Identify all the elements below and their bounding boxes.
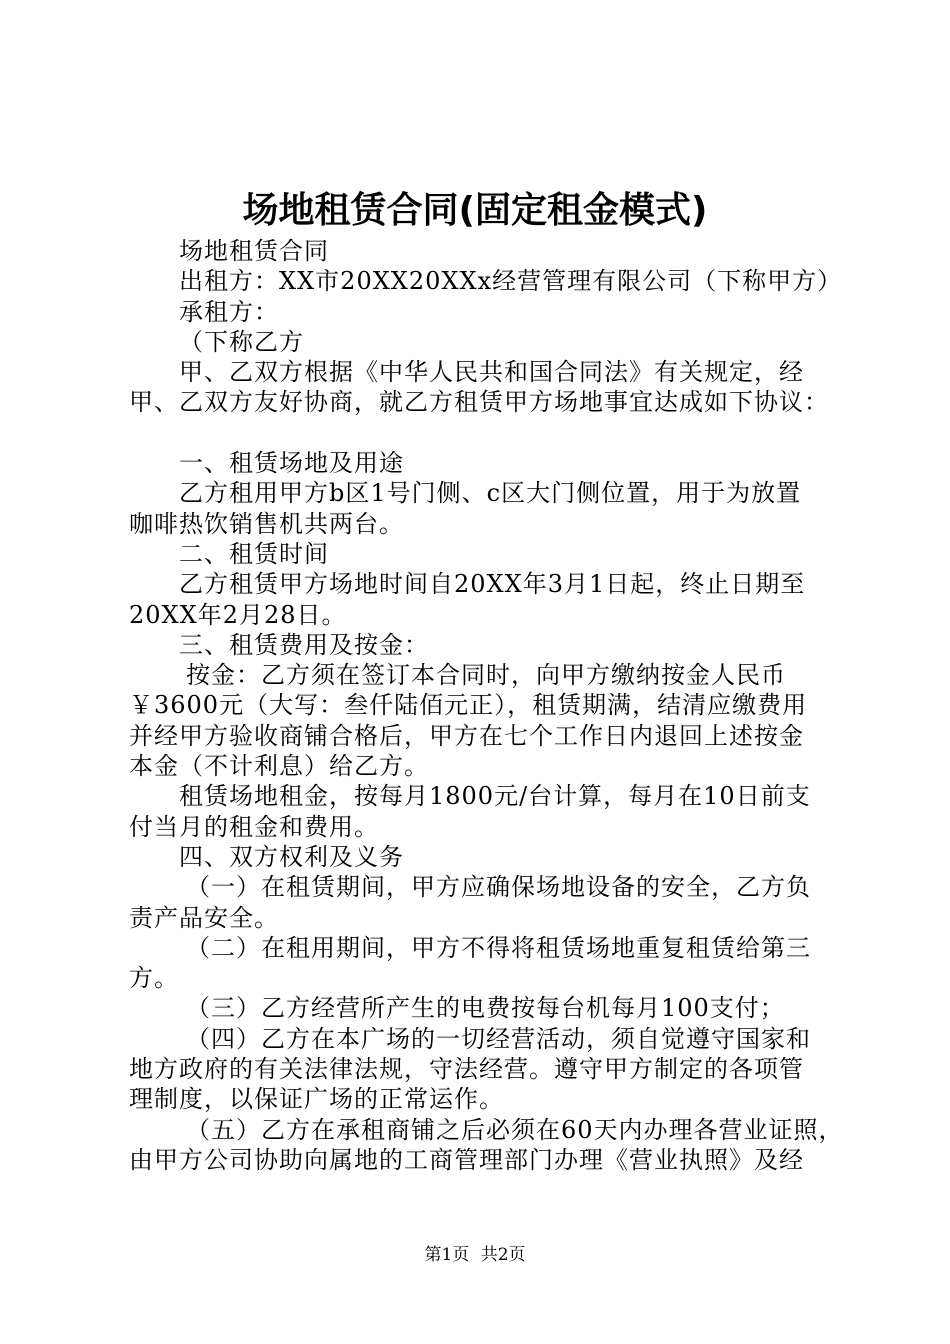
section-heading: 三、租赁费用及按金： bbox=[179, 630, 429, 659]
paragraph-line: 咖啡热饮销售机共两台。 bbox=[129, 509, 404, 538]
paragraph-line: （下称乙方 bbox=[179, 327, 304, 356]
document-body bbox=[129, 236, 844, 1175]
paragraph-line: 方。 bbox=[129, 964, 179, 993]
paragraph-line: 租赁场地租金，按每月1800元/台计算，每月在10日前支 bbox=[179, 782, 811, 811]
paragraph-line: 20XX年2月28日。 bbox=[129, 600, 347, 629]
page-total: 共2页 bbox=[480, 1245, 526, 1265]
paragraph-line: 场地租赁合同 bbox=[179, 237, 329, 265]
paragraph-line: 理制度，以保证广场的正常运作。 bbox=[129, 1085, 504, 1114]
paragraph-line: 付当月的租金和费用。 bbox=[129, 812, 379, 841]
paragraph-line: 地方政府的有关法律法规，守法经营。遵守甲方制定的各项管 bbox=[129, 1055, 804, 1084]
section-heading: 一、租赁场地及用途 bbox=[179, 449, 404, 478]
paragraph-line: ￥3600元（大写：叁仟陆佰元正），租赁期满，结清应缴费用 bbox=[129, 691, 808, 720]
paragraph-line: （二）在租用期间，甲方不得将租赁场地重复租赁给第三 bbox=[186, 933, 811, 962]
paragraph-line: （三）乙方经营所产生的电费按每台机每月100支付； bbox=[186, 994, 785, 1023]
paragraph-line: （四）乙方在本广场的一切经营活动，须自觉遵守国家和 bbox=[186, 1024, 811, 1053]
paragraph-line: 按金：乙方须在签订本合同时，向甲方缴纳按金人民币 bbox=[186, 661, 786, 690]
paragraph-line: 承租方： bbox=[179, 297, 279, 326]
document-title: 场地租赁合同(固定租金模式) bbox=[242, 190, 708, 231]
paragraph-line: 出租方：XX市20XX20XXx经营管理有限公司（下称甲方） bbox=[179, 267, 843, 296]
blank-line bbox=[129, 418, 834, 448]
page-footer bbox=[0, 1243, 950, 1267]
paragraph-line: 并经甲方验收商铺合格后，甲方在七个工作日内退回上述按金 bbox=[129, 721, 804, 750]
paragraph-line: 乙方租赁甲方场地时间自20XX年3月1日起，终止日期至 bbox=[179, 570, 806, 599]
paragraph-line: 由甲方公司协助向属地的工商管理部门办理《营业执照》及经 bbox=[129, 1145, 804, 1174]
paragraph-line: 本金（不计利息）给乙方。 bbox=[129, 752, 429, 781]
paragraph-line: （五）乙方在承租商铺之后必须在60天内办理各营业证照， bbox=[186, 1115, 844, 1144]
paragraph-line: 甲、乙双方根据《中华人民共和国合同法》有关规定，经 bbox=[179, 358, 804, 387]
section-heading: 二、租赁时间 bbox=[179, 539, 329, 568]
paragraph-line: （一）在租赁期间，甲方应确保场地设备的安全，乙方负 bbox=[186, 873, 811, 902]
page-number: 第1页 bbox=[424, 1245, 470, 1265]
paragraph-line: 乙方租用甲方b区1号门侧、c区大门侧位置，用于为放置 bbox=[179, 479, 802, 508]
paragraph-line: 甲、乙双方友好协商，就乙方租赁甲方场地事宜达成如下协议： bbox=[129, 388, 829, 417]
paragraph-line: 责产品安全。 bbox=[129, 903, 279, 932]
section-heading: 四、双方权利及义务 bbox=[179, 842, 404, 871]
